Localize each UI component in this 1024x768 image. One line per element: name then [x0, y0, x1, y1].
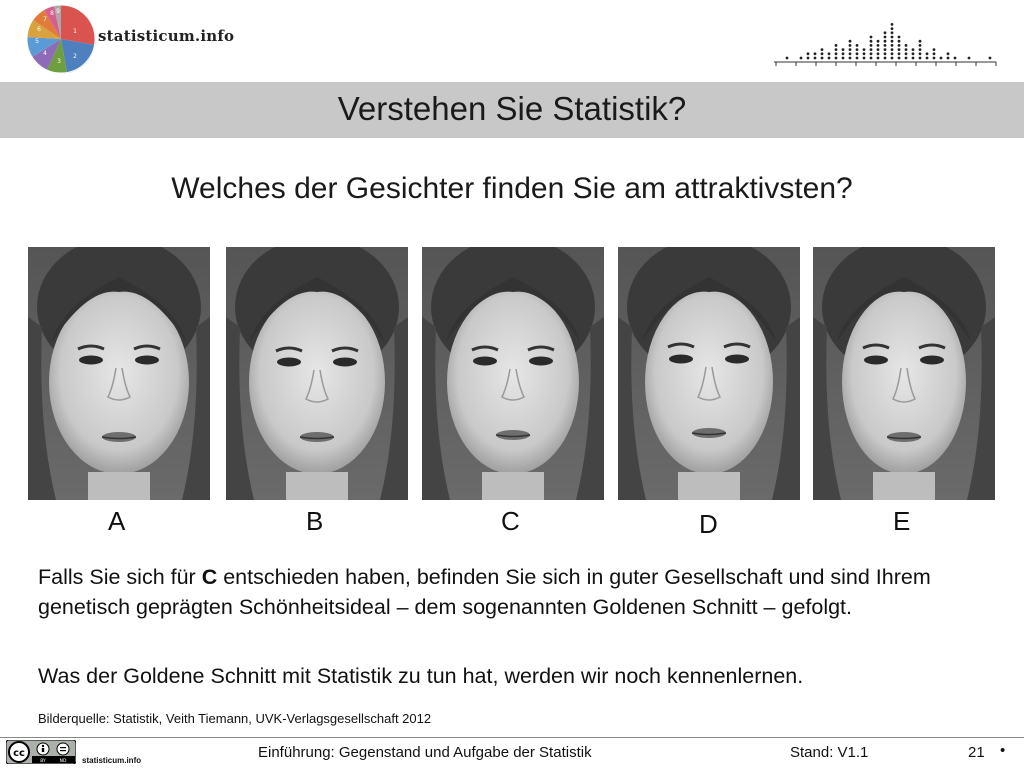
face-image-c: [422, 247, 604, 500]
dot-plot-decoration: [772, 10, 998, 70]
paragraph-golden-ratio: Falls Sie sich für C entschieden haben, befinden Sie sich in guter Gesellschaft und sind Ihrem genetisch geprägten Schönheitsideal – dem sogenannten Goldenen Schnitt – gefolgt.: [38, 565, 931, 619]
statisticum-pie-logo: [26, 4, 96, 74]
svg-text:4: 4: [43, 50, 47, 57]
svg-text:1: 1: [73, 28, 77, 35]
face-label-b: B: [306, 506, 324, 536]
svg-text:8: 8: [50, 10, 54, 17]
svg-text:3: 3: [57, 58, 61, 65]
svg-text:9: 9: [56, 8, 60, 15]
site-name: statisticum.info: [98, 27, 235, 45]
face-image-a: [28, 247, 210, 500]
version-label: Stand: V1.1: [790, 744, 869, 761]
face-label-d: D: [699, 509, 718, 539]
footer-bullet: •: [1000, 742, 1006, 759]
face-label-c: C: [501, 506, 520, 536]
question-text: Welches der Gesichter finden Sie am attraktivsten?: [171, 172, 853, 205]
svg-text:2: 2: [73, 53, 77, 60]
svg-text:5: 5: [35, 38, 39, 45]
svg-text:6: 6: [37, 26, 41, 33]
face-label-a: A: [108, 506, 126, 536]
svg-text:ND: ND: [59, 759, 67, 764]
paragraph-statistics-link: Was der Goldene Schnitt mit Statistik zu tun hat, werden wir noch kennenlernen.: [38, 664, 804, 688]
slide-title: Verstehen Sie Statistik?: [337, 90, 687, 127]
face-label-e: E: [893, 506, 911, 536]
license-site-name: statisticum.info: [82, 756, 142, 765]
page-number: 21: [968, 744, 985, 761]
svg-text:7: 7: [43, 16, 47, 23]
svg-text:cc: cc: [13, 748, 25, 759]
face-image-e: [813, 247, 995, 500]
cc-by-nd-license-badge: [6, 740, 76, 764]
course-title: Einführung: Gegenstand und Aufgabe der Statistik: [258, 744, 592, 761]
svg-text:BY: BY: [40, 759, 46, 764]
face-image-b: [226, 247, 408, 500]
face-image-d: [618, 247, 800, 500]
image-source: Bilderquelle: Statistik, Veith Tiemann, UVK-Verlagsgesellschaft 2012: [38, 711, 432, 726]
footer-divider: [0, 737, 1024, 738]
